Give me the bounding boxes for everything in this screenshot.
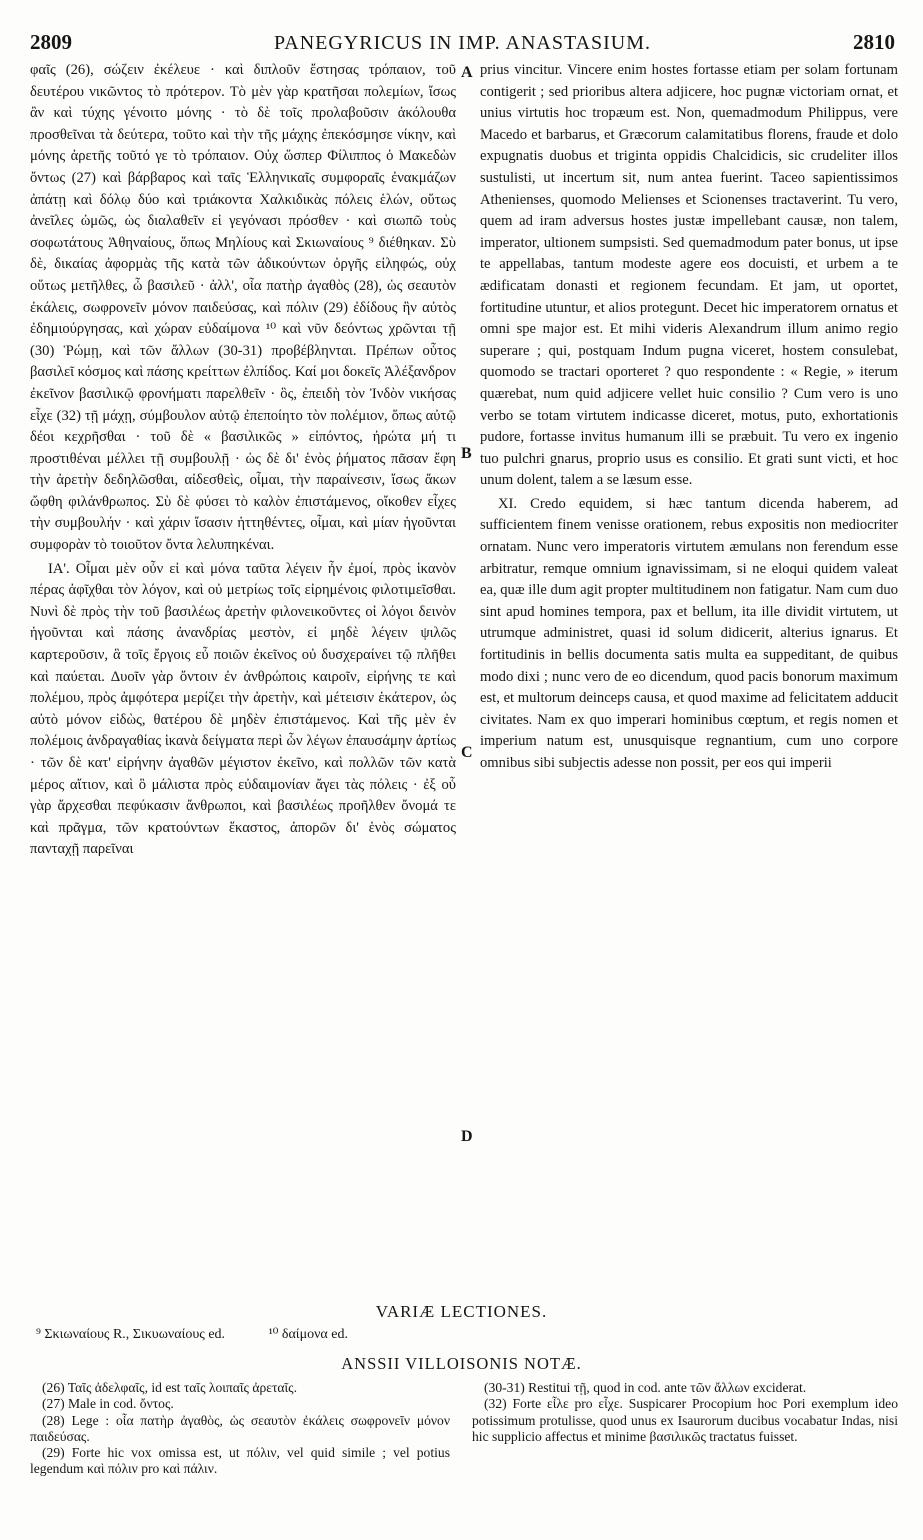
variant-reading-10: ¹⁰ δαίμονα ed.: [268, 1327, 348, 1342]
note-28: (28) Lege : οἷα πατὴρ ἀγαθὸς, ὡς σεαυτὸν ἐκάλεις σωφρονεῖν μόνον παιδεύσας.: [30, 1412, 450, 1444]
notes-left-column: [30, 1380, 450, 1538]
variant-reading-9: ⁹ Σκιωναίους R., Σικυωναίους ed.: [36, 1327, 226, 1342]
latin-column: [480, 60, 898, 1275]
greek-paragraph-2: ΙΑ'. Οἶμαι μὲν οὖν εἰ καὶ μόνα ταῦτα λέγειν ἦν ἐμοί, πρὸς ἱκανὸν πέρας ἀφῖχθαι τὸν λόγον, καὶ οὐ μετρίως τοῖς εἰρημένοις φιλοτιμεῖσθαι. Νυνὶ δὲ πρὸς τὴν τοῦ βασιλέως ἀρετὴν φιλονεικοῦντες οἱ λόγοι δεινὸν ἡγοῦνται καὶ πάσης ἀνανδρίας μεστὸν, εἰ μηδὲ λέγειν ψιλῶς καρτεροῦσιν, ἃ τοῖς ἔργοις εὖ ποιῶν ἐκεῖνος οὐ δυσχεραίνει τῷ πλῆθει καὶ παύεται. Δυοῖν γὰρ ὄντοιν ἐν ἀνθρώποις καιροῖν, εἰρήνης τε καὶ πολέμου, πρὸς ἀμφότερα μερίζει τὴν ἀρετὴν, καὶ μέτεισιν ἑκάτερον, ὡς αὐτὸ μόνον εἰδὼς, θατέρου δὲ μηδὲν ἐπιστάμενος. Καὶ τῆς μὲν ἐν πολέμοις ἀνδραγαθίας ἱκανὰ δείγματα περὶ ὧν λέγων ἐπαυσάμην ἀρτίως · τῶν δὲ κατ' εἰρήνην ἀγαθῶν μέγιστον ἐκεῖνο, καὶ πολλῶν τῶν κατὰ μέρος αἴτιον, καὶ ὃ μάλιστα πρὸς εὐδαιμονίαν ἄγει τὰς πόλεις · ἐξ οὗ γὰρ ἄρχεσθαι πεφύκασιν ἄνθρωποι, καὶ βασιλέως προῆλθεν ὄνομά τε καὶ πρᾶγμα, τῶν κρατούντων ἕκαστος, ἀπορῶν δι' ἑνὸς σώματος πανταχῇ παρεῖναι: [30, 560, 456, 858]
page-number-left: 2809: [30, 30, 72, 54]
running-title: PANEGYRICUS IN IMP. ANASTASIUM.: [273, 32, 652, 54]
variae-lectiones: [36, 1326, 388, 1343]
page-header: [30, 30, 895, 56]
note-27: (27) Male in cod. ὄντος.: [42, 1396, 174, 1412]
margin-letter-c: C: [461, 744, 473, 761]
greek-column: [30, 60, 456, 1275]
notes-title: ANSSII VILLOISONIS NOTÆ.: [341, 1354, 582, 1373]
note-29: (29) Forte hic vox omissa est, ut πόλιν, vel quid simile ; vel potius legendum καὶ πόλιν pro καὶ πάλιν.: [30, 1445, 450, 1477]
variae-lectiones-title: VARIÆ LECTIONES.: [375, 1302, 548, 1321]
note-32: (32) Forte εἷλε pro εἶχε. Suspicarer Procopium hoc Pori exemplum ideo potissimum protulisse, quod unus ex Isaurorum ducibus vocabatur Indas, nisi hic supplicio affectus et minime βασιλικῶς tractatus fuisset.: [472, 1396, 898, 1444]
greek-paragraph-1: φαῖς (26), σώζειν ἐκέλευε · καὶ διπλοῦν ἔστησας τρόπαιον, τοῦ δευτέρου νικῶντος τὸ πρότερον. Τὸ μὲν γὰρ κρατῆσαι πολεμίων, ἴσως ἂν καὶ τύχης γένοιτο μόνης · τὸ δὲ τοῖς προλαβοῦσιν ἀκόλουθα προσθεῖναι τὰ δεύτερα, τοῦτο καὶ τὴν τῆς μάχης ἐπεκόσμησε νίκην, καὶ μόνης ἀρετῆς τοῦτό γε τὸ τρόπαιον. Οὐχ ὥσπερ Φίλιππος ὁ Μακεδὼν ὄντως (27) καὶ βάρβαρος καὶ ταῖς Ἑλληνικαῖς συμφοραῖς ἐνακμάζων ἀπάτῃ καὶ δόλῳ δύο καὶ τριάκοντα Χαλκιδικὰς πόλεις ἑλών, οὕτως ἀνεῖλες ὠμῶς, ὡς διαλαθεῖν εἰ γεγόνασι πρόσθεν · καὶ σιωπῶ τοὺς σοφωτάτους Ἀθηναίους, ὅπως Μηλίους καὶ Σκιωναίους ⁹ διέθηκαν. Σὺ δὲ, δικαίας ἀφορμὰς τῆς κατὰ τῶν ἀδικούντων ὀργῆς εἰληφώς, οὐχ οὕτως μετῆλθες, ὦ βασιλεῦ · ἀλλ', οἷα πατὴρ ἀγαθὸς (28), ὡς σεαυτὸν ἐκάλεις, σωφρονεῖν μόνον παιδεύσας, καὶ πόλιν (29) ἐδίδους ἣν αὐτὸς ἐδημιούργησας, καὶ χώραν εὐδαίμονα ¹⁰ καὶ νῦν δεόντως χρῶνται τῇ (30) Ῥώμῃ, καὶ τῶν ἄλλων (30-31) προβέβληνται. Πρέπων οὗτος βασιλεῖ κόσμος καὶ πάσης κρείττων ἐλπίδος. Καί μοι δοκεῖς Ἀλέξανδρον ἐκεῖνον βασιλικῷ φρονήματι παρελθεῖν · ὃς, ἐπειδὴ τὸν Ἰνδὸν νικήσας εἶχε (32) τῇ μάχῃ, σύμβουλον αὐτῷ ἐπεποίητο τὸν πολέμιον, ὅπως αὐτῷ δέοι κεχρῆσθαι · τοῦ δὲ « βασιλικῶς » εἰπόντος, ἠρώτα μή τι προστιθέναι μέλλει τῇ συμβουλῇ · ὡς δὲ δι' ἑνὸς ῥήματος πᾶσαν ἔφη τὴν ἀρετὴν δεδηλῶσθαι, αἰδεσθεὶς, οἶμαι, τὴν παραίνεσιν, ἴσως ἄκων ὤφθη φιλάνθρωπος. Σὺ δὲ φύσει τὸ καλὸν ἐπιστάμενος, οἴκοθεν εἶχες τὴν συμβουλήν · καὶ χάριν ἴσασιν ἡττηθέντες, οἶμαι, καὶ μίαν ἡγοῦνται συμφορὰν τὸ τοιοῦτον ὄντα λελυπηκέναι.: [30, 62, 456, 554]
latin-paragraph-2: XI. Credo equidem, si hæc tantum dicenda haberem, ad sufficientem finem venisse orationem, rebus expositis non mediocriter ornatam. Nunc vero imperatoris virtutem æmulans non ferendum esse arbitratur, remque omnium ignavissimam, si ne eloqui quidem valeat ea, quæ ille dum agit propter multitudinem non fatigatur. Nam cum duo sint apud homines tempora, pax et bellum, ita ille dividit virtutem, ut utrumque administret, quasi id solum didicerit, alterius ignarus. Et fortitudinis in bellis documenta satis multa ea suppeditant, de quibus modo dixi ; nunc vero de eo dicendum, quod pacis bonorum maximum est, et multorum deinceps causa, et quod maxime ad felicitatem adducit civitates. Nam ex quo imperari hominibus cœptum, et regis nomen et imperium natum est, unusquisque regnantium, cum uno corpore omnibus sibi subjectis adesse non possit, per eos qui imperii: [480, 495, 898, 771]
page-number-right: 2810: [853, 30, 895, 54]
latin-paragraph-1: prius vincitur. Vincere enim hostes fortasse etiam per solam fortunam contigerit ; sed prioribus altera adjicere, hoc pugnæ victoriam ornat, et unius virtutis hoc tropæum est. Non, quemadmodum Philippus, vere Macedo et barbarus, et Græcorum calamitatibus florens, fraude et dolo expugnatis duobus et triginta oppidis Chalcidicis, sic crudeliter illos sustulisti, ut incertum sit, num antea fuerint. Taceo sapientissimos Athenienses, quomodo Melienses et Scionenses tractaverint. Tu vero, quem ad iram adversus hostes justæ impellebant causæ, non talem, imperator, ultionem sumpsisti. Sed quemadmodum pater bonus, ut ipse te appellabas, tantum modeste agere eos docuisti, et urbem a te ædificatam donasti et regionem fecundam. Et jam, ut oportet, fortitudine utuntur, et alios protegunt. Decet hic imperatorem ornatus et omni spe major est. Et mihi videris Alexandrum illum animo regio superare ; qui, postquam Indum pugna viceret, hostem consulebat, quomodo se tractari oporteret ? quo respondente : « Regie, » iterum quærebat, num quid adjicere vellet huic consilio ? Cum vero is uno verbo se totam virtutem indicasse diceret, motus, puto, exhortationis pudore, fortasse invitus humanum illi se præbuit. Tu vero ex ingenio tuo pulchri gnarus, proprio usus es consilio. Et grati sunt victi, et hoc unum dolent, talem a se læsum esse.: [480, 62, 898, 489]
notes-right-column: [472, 1380, 898, 1538]
margin-letter-b: B: [461, 445, 472, 462]
margin-letter-a: A: [461, 64, 473, 81]
margin-letter-d: D: [461, 1128, 473, 1145]
note-26: (26) Ταῖς ἀδελφαῖς, id est ταῖς λοιπαῖς ἀρεταῖς.: [42, 1380, 297, 1395]
note-30-31: (30-31) Restitui τῇ, quod in cod. ante τῶν ἄλλων exciderat.: [484, 1380, 807, 1395]
